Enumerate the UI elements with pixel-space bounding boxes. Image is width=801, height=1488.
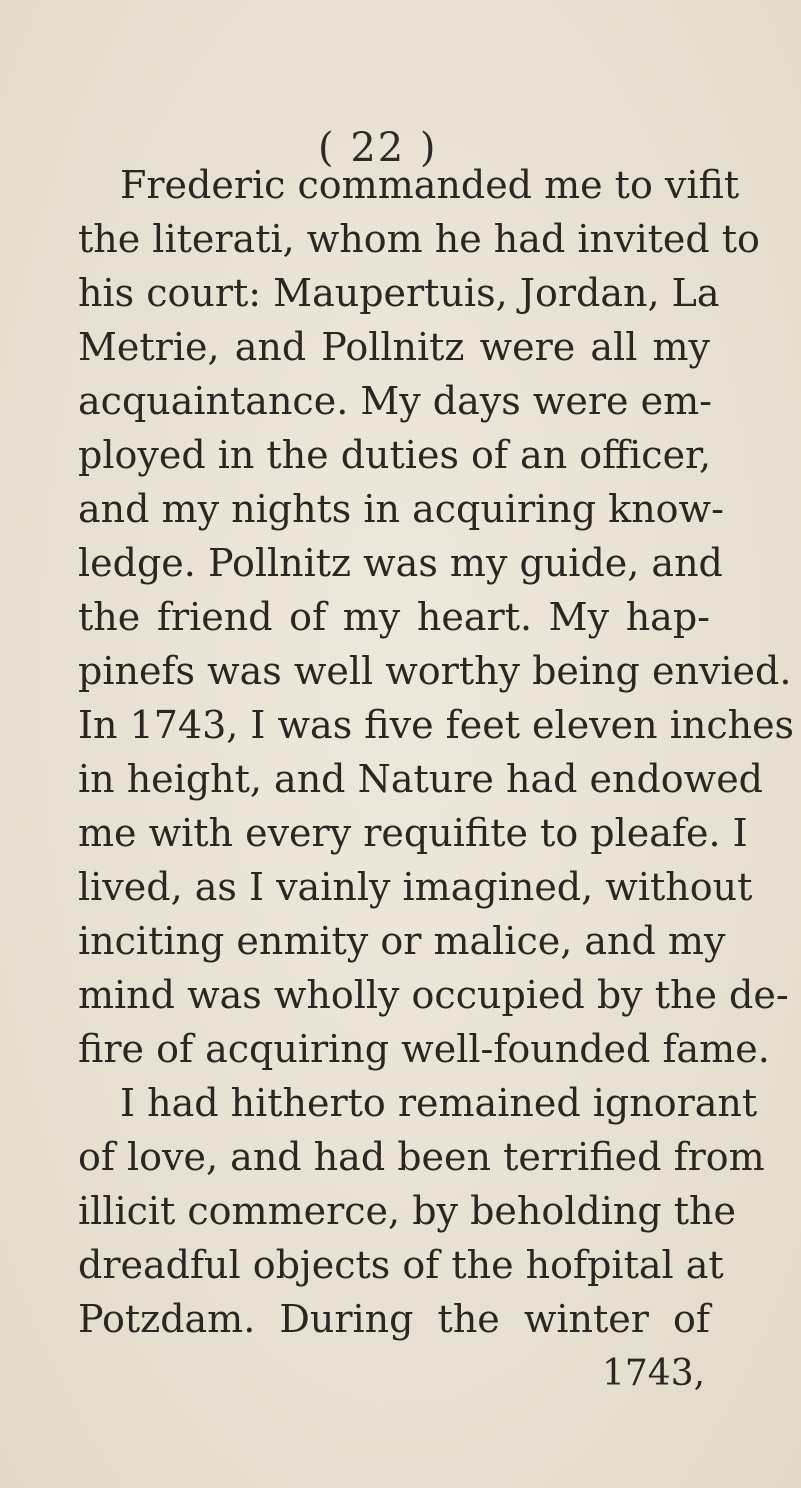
text-line: in height, and Nature had endowed xyxy=(78,757,764,801)
text-line: lived, as I vainly imagined, without xyxy=(78,865,753,909)
text-line: Frederic commanded me to vifit xyxy=(120,163,740,207)
text-line: me with every requifite to pleafe. I xyxy=(78,811,748,855)
text-line: In 1743, I was five feet eleven inches xyxy=(78,703,795,747)
text-line: ployed in the duties of an officer, xyxy=(78,433,712,477)
text-line: fire of acquiring well-founded fame. xyxy=(78,1027,770,1071)
text-line: Metrie, and Pollnitz were all my xyxy=(78,325,710,369)
text-line: the literati, whom he had invited to xyxy=(78,217,760,261)
text-line: of love, and had been terrified from xyxy=(78,1135,765,1179)
text-line: ledge. Pollnitz was my guide, and xyxy=(78,541,723,585)
text-line: pinefs was well worthy being envied. xyxy=(78,649,792,693)
catchword: 1743, xyxy=(602,1353,706,1394)
text-line: acquaintance. My days were em- xyxy=(78,379,712,423)
text-line: I had hitherto remained ignorant xyxy=(120,1081,758,1125)
text-line: mind was wholly occupied by the de- xyxy=(78,973,789,1017)
page-number: ( 22 ) xyxy=(318,125,438,171)
text-line: Potzdam. During the winter of xyxy=(78,1297,710,1341)
text-line: the friend of my heart. My hap- xyxy=(78,595,710,639)
text-line: inciting enmity or malice, and my xyxy=(78,919,726,963)
text-line: and my nights in acquiring know- xyxy=(78,487,724,531)
text-line: his court: Maupertuis, Jordan, La xyxy=(78,271,720,315)
text-line: dreadful objects of the hofpital at xyxy=(78,1243,724,1287)
text-line: illicit commerce, by beholding the xyxy=(78,1189,736,1233)
